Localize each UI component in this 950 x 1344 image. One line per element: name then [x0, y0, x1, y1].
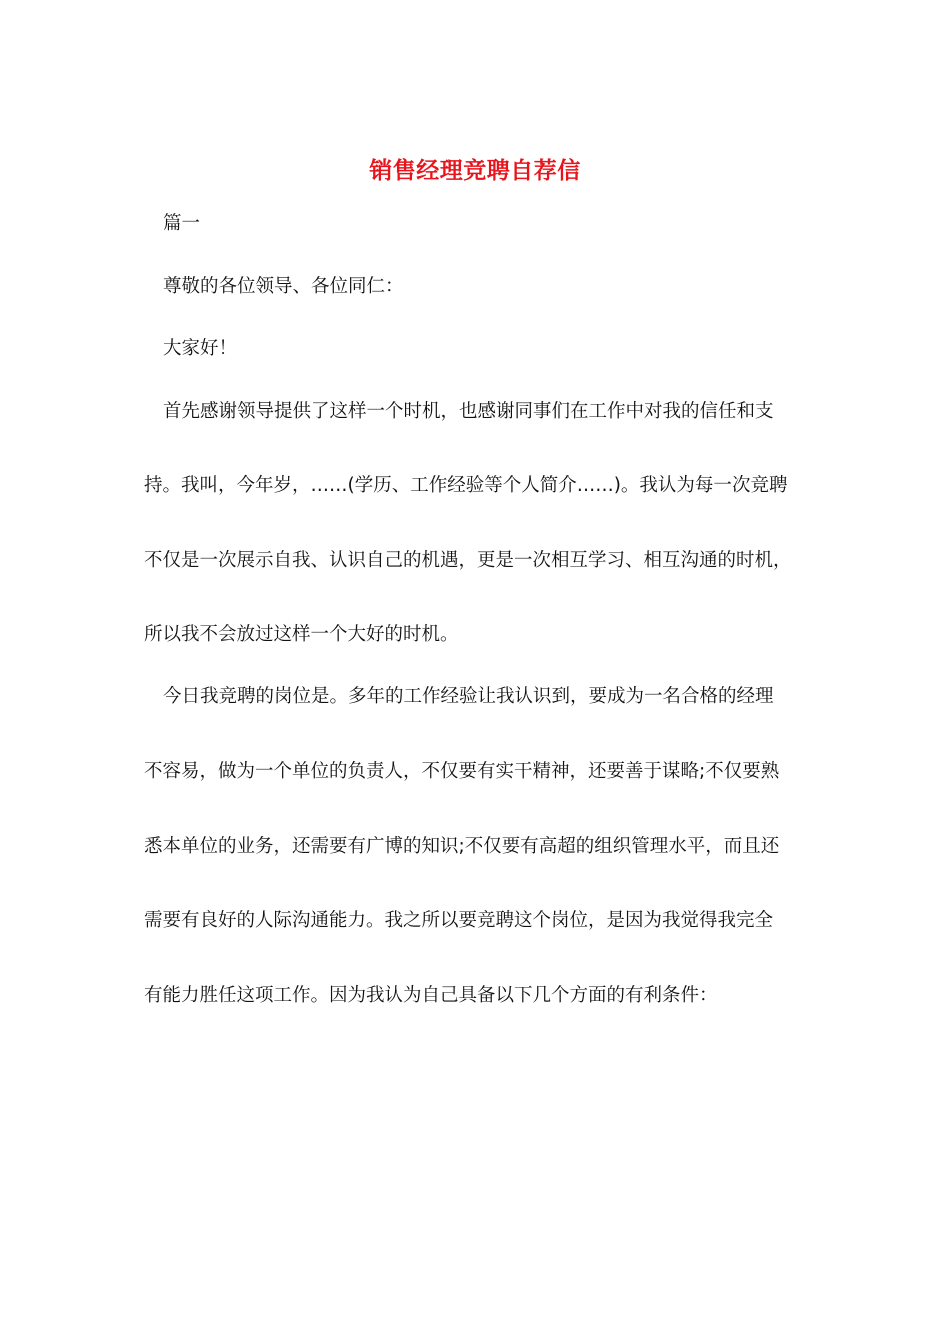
paragraph-1-line-4: 所以我不会放过这样一个大好的时机。 — [144, 624, 459, 645]
paragraph-1-line-1: 首先感谢领导提供了这样一个时机，也感谢同事们在工作中对我的信任和支 — [163, 401, 774, 422]
paragraph-1-line-3: 不仅是一次展示自我、认识自己的机遇，更是一次相互学习、相互沟通的时机， — [144, 550, 792, 571]
document-title: 销售经理竞聘自荐信 — [369, 157, 581, 184]
paragraph-2-line-5: 有能力胜任这项工作。因为我认为自己具备以下几个方面的有利条件： — [144, 985, 718, 1006]
section-label: 篇一 — [163, 213, 201, 234]
greeting: 大家好！ — [163, 338, 238, 359]
paragraph-2-line-4: 需要有良好的人际沟通能力。我之所以要竞聘这个岗位，是因为我觉得我完全 — [144, 910, 774, 931]
salutation: 尊敬的各位领导、各位同仁： — [163, 276, 404, 297]
paragraph-1-line-2: 持。我叫，今年岁，……(学历、工作经验等个人简介……)。我认为每一次竞聘 — [144, 475, 788, 496]
paragraph-2-line-1: 今日我竞聘的岗位是。多年的工作经验让我认识到，要成为一名合格的经理 — [163, 686, 774, 707]
paragraph-2-line-2: 不容易，做为一个单位的负责人，不仅要有实干精神，还要善于谋略;不仅要熟 — [144, 761, 780, 782]
paragraph-2-line-3: 悉本单位的业务，还需要有广博的知识;不仅要有高超的组织管理水平，而且还 — [144, 836, 780, 857]
